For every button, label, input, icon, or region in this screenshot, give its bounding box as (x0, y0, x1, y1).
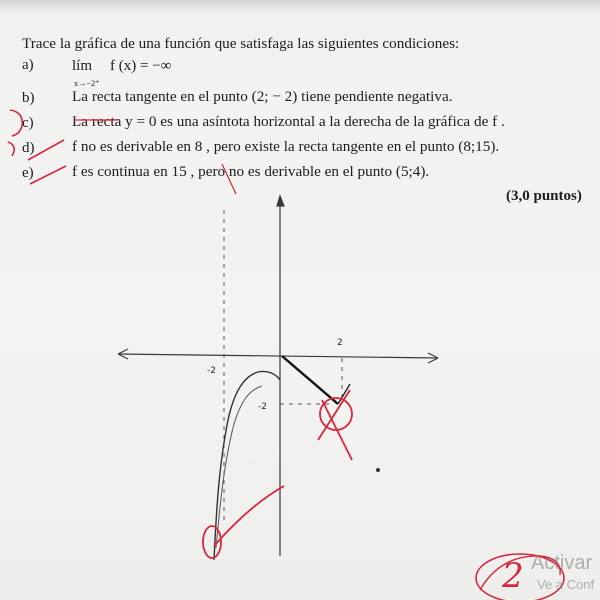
red-strike-d (28, 140, 64, 160)
red-mark-e (222, 164, 236, 194)
activation-watermark (531, 553, 594, 595)
condition-a-text: f (x) = −∞ (110, 58, 172, 74)
condition-b-label: b) (22, 90, 35, 106)
points-label: (3,0 puntos) (506, 188, 582, 204)
condition-c-label: c) (22, 115, 34, 131)
tick-label-x-neg2: -2 (207, 366, 216, 376)
x-axis (118, 354, 438, 358)
pencil-dot (376, 468, 380, 472)
instruction-text: Trace la gráfica de una función que satisfaga las siguientes condiciones: (22, 35, 460, 52)
watermark-line-1: Activar (531, 552, 593, 574)
condition-a-label: a) (22, 57, 34, 73)
watermark-line-2: Ve a Conf (537, 577, 595, 592)
curve-segment (282, 356, 338, 404)
grade-mark: 2 (502, 556, 524, 596)
condition-d-label: d) (22, 140, 35, 156)
tick-label-y-neg2: -2 (258, 402, 267, 412)
guide-lines (224, 210, 342, 520)
limit-subscript: x→−2⁺ (74, 78, 100, 88)
red-strike-e (30, 166, 66, 184)
condition-c-text: La recta y = 0 es una asíntota horizontal a la derecha de la gráfica de f . (72, 113, 505, 130)
condition-e-label: e) (22, 165, 34, 181)
limit-word: lím (72, 58, 93, 74)
y-axis-arrow (277, 196, 284, 206)
red-bracket-d (8, 142, 14, 156)
red-bracket-c (10, 110, 22, 136)
condition-b-text: La recta tangente en el punto (2; − 2) tiene pendiente negativa. (72, 88, 453, 105)
axes (118, 196, 438, 556)
condition-e-text: f es continua en 15 , pero no es derivable en el punto (5;4). (72, 163, 430, 180)
condition-d-text: f no es derivable en 8 , pero existe la recta tangente en el punto (8;15). (72, 138, 500, 155)
tick-label-x-2: 2 (337, 338, 343, 348)
curve-left-branch-overdraw (216, 386, 262, 548)
